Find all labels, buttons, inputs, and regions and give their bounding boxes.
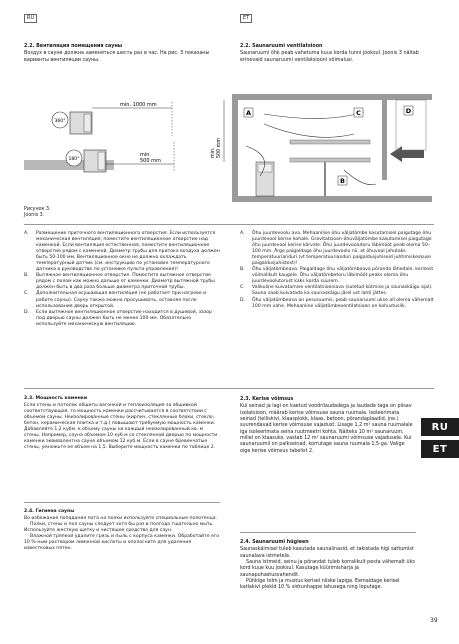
hygiene-et-section	[240, 539, 416, 591]
lang-tag-et: ET	[240, 14, 252, 23]
section-title: 2.2. Вентиляция помещения сауны	[24, 43, 123, 49]
list-text: Если вытяжное вентиляционное отверстие находится в душевой, зазор под дверью сауны должен быть не менее 100 мм. Обязательно используйте механическую вентиляцию.	[36, 309, 213, 327]
section-title: 2.4. Гигиена сауны	[24, 509, 75, 514]
hygiene-paragraph: Sauna istmeid, seinu ja põrandat tuleb korralikult pesta vähemalt üks kord kuue kuu jooksul. Kasutage küürimisharja ja saunapuhastusvahendit.	[240, 559, 415, 578]
hygiene-paragraph: Полки, стены и пол сауны следует хотя бы раз в полгода тщательно мыть. Используйте жесткую щетку и чистящее средство для саун.	[24, 522, 214, 534]
section-title: 2.3. Мощность каменки	[24, 396, 88, 401]
list-item	[24, 273, 220, 291]
list-text: Дополнительная осушающая вентиляция (не работает при нагреве и работе сауны). Сауну также можно просушивать, оставляя после использования дверь открытой.	[36, 291, 207, 309]
list-item	[240, 231, 436, 267]
heater-output-et-section	[240, 396, 416, 454]
list-text: Размещение приточного вентиляционного отверстия. Если используется механическая вентиляция, поместите вентиляционное отверстие над каменкой. Если вентиляция естественная, поместите вентиляционное отверстие рядом с каменкой. Диаметр трубы для притока воздуха должен быть 50-100 мм. Вентиляционное окно не должно охлаждать температурный датчик (см. инструкцию по установке температурного датчика в руководстве по установке пульта управления)!	[36, 231, 220, 273]
caption-ru: Рисунок 3.	[24, 207, 51, 212]
mid-min-label-1: min.	[140, 152, 152, 158]
heater-output-ru-section	[24, 396, 220, 451]
side-tab-ru: RU	[421, 418, 459, 436]
label-c: C	[356, 109, 361, 117]
section-body: Saunaruumi õhk peab vahetuma kuus korda tunni jooksul. Joonis 3 näitab erinevaid saunaruumi ventilatsiooni võimalusi.	[240, 50, 419, 63]
ventilation-ru-section	[24, 43, 220, 63]
list-letter: B.	[24, 273, 29, 279]
label-d: D	[405, 107, 412, 115]
angle-mid-label: 180°	[68, 157, 80, 162]
heater-mid-view	[84, 150, 106, 172]
side-tab-et: ET	[421, 440, 459, 458]
vert-min-label-1: min.	[211, 147, 216, 158]
vert-min-label-2: 500 mm	[217, 137, 222, 158]
ventilation-list-et	[240, 231, 436, 310]
hygiene-paragraph: Saunaskäimisel tuleb kasutada saunalinasid, et takistada higi sattumist saunalava istmetele.	[240, 546, 414, 559]
hygiene-paragraph: Pühkige tolm ja mustus kerisel niiske lapiga. Eemaldage kerisel katlakivi plekid 10 % sidrunhappe lahusega ning loputage.	[240, 578, 400, 591]
list-letter: D.	[240, 297, 245, 303]
ventilation-et-section	[240, 43, 436, 63]
ventilation-diagram	[24, 84, 434, 206]
angle-top-label: 360°	[54, 119, 66, 124]
lang-tag-ru: RU	[24, 14, 37, 23]
heater-top-view	[70, 112, 92, 134]
list-text: Õhu juurdevoolu ava. Mehaanilise õhu väljatõmbe kasutamisel paigutage õhu juurdevool kerise kohale. Gravitatsioon-õhuväljatõmbe kasutamisel paigutage õhu juurdevool kerise kõrvale. Õhu juurdevoolutoru läbimõõt peab olema 50–100 mm. Ärge paigaldage õhu juurdevoolu nii, et õhuvool jahutaks temperatuurianduri (vt temperatuurianduri paigaldusjuhiseid juhtimiskeskuse paigaldusjuhistest)!	[252, 231, 432, 267]
label-b: B	[340, 177, 345, 185]
list-letter: C.	[240, 285, 245, 291]
section-body: Если стены и потолок обшиты вагонкой и теплоизоляция за обшивкой соответствующая, то мощность каменки рассчитывается в соответствии с объемом сауны. Неизолированные стены (кирпич, стеклянные блоки, стекло, бетон, керамическая плитка и т.д.) повышают требуемую мощность каменки. Добавляйте 1,2 кубм. к объему сауны на каждый неизолированный кв. м стены. Например, сауна объемом 10 куб.м со стеклянной дверью по мощности каменки эквивалентна сауне объемом 12 куб.м. Если в сауне бревенчатые стены, умножьте ее объем на 1,5. Выберите мощность каменки по таблице 2.	[24, 403, 218, 451]
page-number: 39	[430, 617, 438, 624]
hygiene-paragraph: Влажной тряпкой удалите грязь и пыль с корпуса каменки. Обработайте его 10 %-ным раствором лимонной кислоты и ополосните для удаления известковых пятен.	[24, 534, 220, 552]
list-item	[240, 285, 436, 297]
ventilation-list-ru	[24, 231, 220, 328]
list-item	[240, 267, 436, 285]
section-title: 2.2. Saunaruumi ventilatsioon	[240, 43, 323, 49]
list-letter: B.	[240, 267, 245, 273]
sauna-room-section	[232, 94, 432, 202]
divider	[240, 532, 416, 533]
section-body: Kui seinad ja lagi on kaetud voodrilaudadega ja laudade taga on piisav isolatsioon, määrab kerise võimsuse sauna ruumala. Isoleerimata seinad (telliskivi, klaasplokk, klaas, betoon, põrandaplaadid, jne.) suurendavad kerise võimsuse vajadust. Lisage 1,2 m³ sauna ruumalale iga isoleerimata seina ruutmeetri kohta. Näiteks 10 m³ saunaruum, millel on klaasuks, vastab 12 m³ saunaruumi võimsuse vajadusele. Kui saunaruumil on palkseinad, korrutage sauna ruumala 1,5-ga. Valige oige kerise võimsus tabelist 2.	[240, 403, 413, 454]
list-text: Õhu väljatõmbeava. Paigaldage õhu väljatõmbeava põranda lähedale, kerisest võimalikult kaugele. Õhu väljatõmbetoru läbimõõt peaks olema õhu juurdevoolutorust kaks korda suurem.	[252, 267, 434, 285]
list-text: Valikuline kuivatamise ventilatsiooniava (suletud kütmise ja saunaskäigu ajal). Sauna saab kuivatada ka saunaskäigu järel ust lahti jättes.	[252, 285, 433, 297]
top-min-label: min. 1000 mm	[120, 102, 157, 108]
section-body: Воздух в сауне должна заменяться шесть раз в час. На рис. 3 показаны варианты вентиляции сауны.	[24, 50, 210, 63]
section-title: 2.4. Saunaruumi hügieen	[240, 539, 309, 545]
section-title: 2.3. Kerise võimsus	[240, 396, 294, 402]
list-text: Õhu väljatõmbeava on pesuruumis, peab saunaruumi ukse all olema vähemalt 100 mm vahe. Mehaanline väljatõmbeventilatsioon on kohustuslik.	[252, 297, 434, 309]
figure-caption	[24, 207, 51, 219]
list-letter: A.	[24, 231, 29, 236]
list-item	[24, 231, 220, 273]
divider	[24, 502, 220, 503]
mid-min-label-2: 500 mm	[140, 158, 161, 164]
list-letter: D.	[24, 309, 29, 315]
caption-et: Joonis 3.	[24, 213, 45, 218]
list-item	[24, 310, 220, 328]
list-item	[240, 298, 436, 310]
hygiene-ru-section	[24, 509, 220, 552]
label-a: A	[245, 109, 252, 117]
list-item	[24, 291, 220, 309]
hygiene-paragraph: Во избежание попадания пота на полки используйте специальные полотенца.	[24, 516, 217, 522]
list-letter: A.	[240, 231, 245, 236]
list-letter: C.	[24, 291, 29, 297]
list-text: Вытяжное вентиляционное отверстие. Поместите вытяжное отверстие рядом с полом как можно дальше от каменки. Диаметр вытяжной трубы должен быть в два раза больше диаметра приточной трубы.	[36, 273, 215, 291]
divider	[24, 388, 434, 389]
divider	[24, 224, 434, 225]
